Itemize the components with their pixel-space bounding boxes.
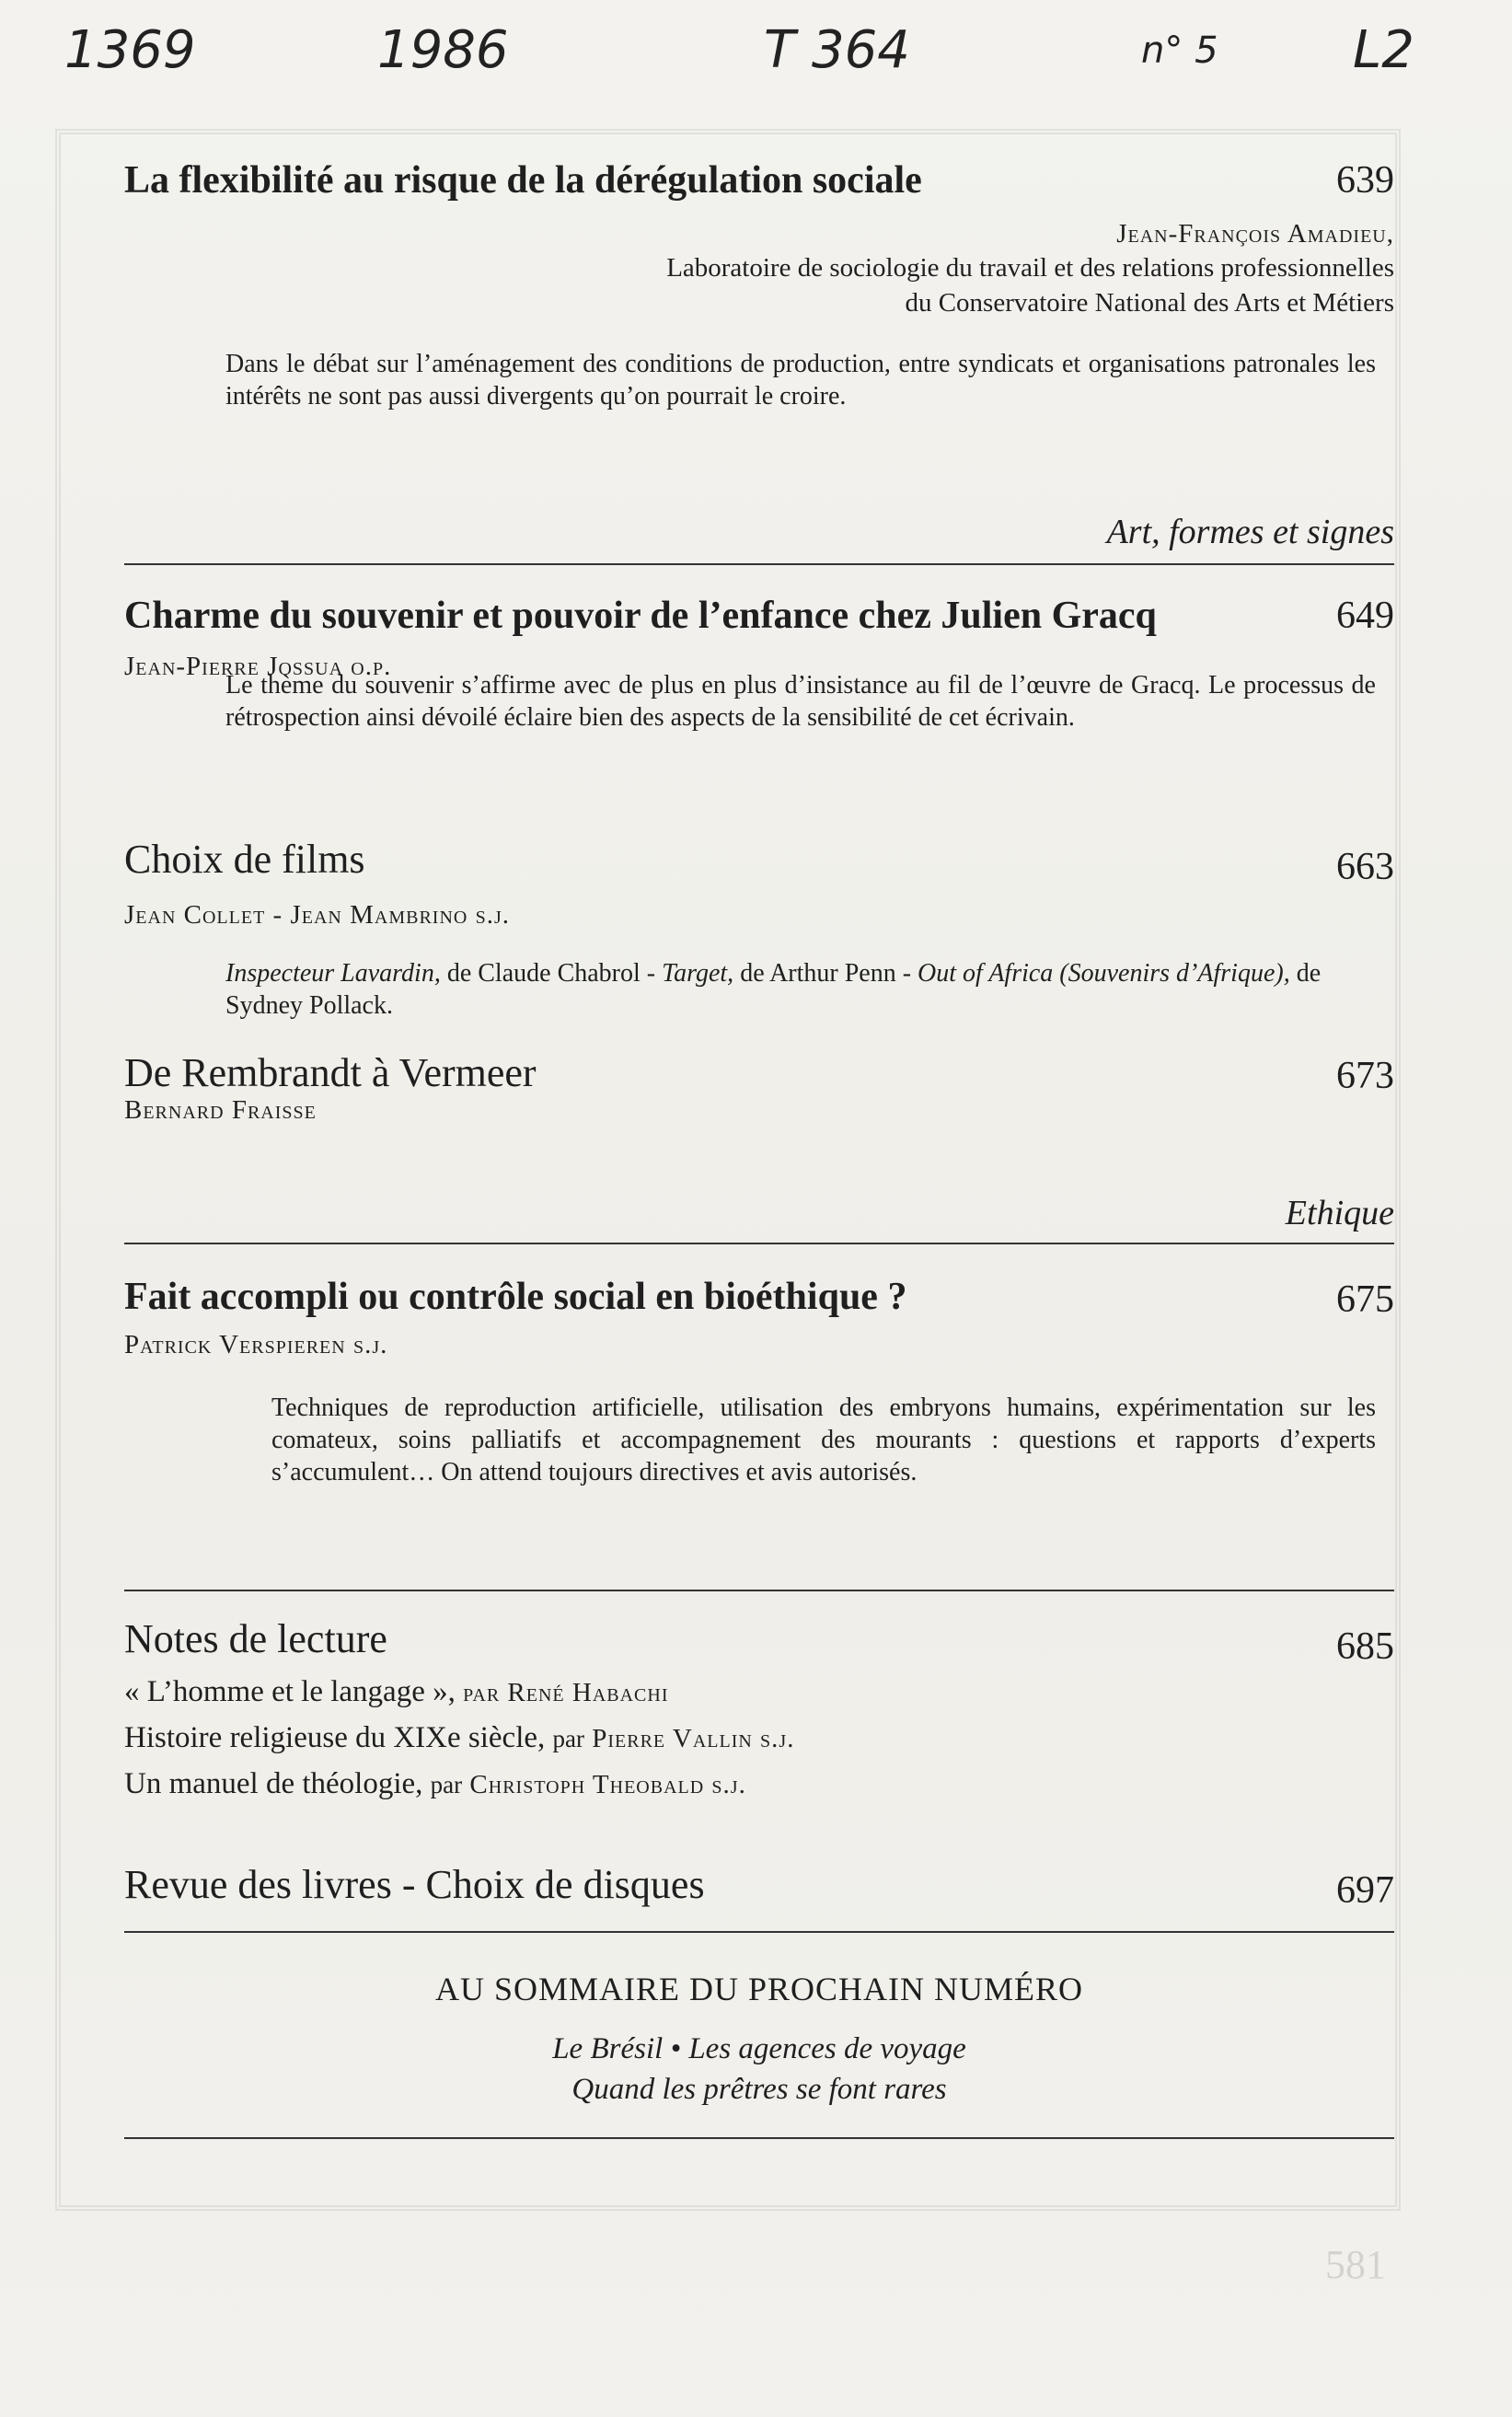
notes-item <box>124 1767 746 1801</box>
section-rule <box>124 563 1394 565</box>
article-page: 675 <box>1336 1278 1394 1321</box>
article-author: Jean-Pierre Jossua o.p. <box>124 652 392 681</box>
handwritten-notes <box>0 20 1512 94</box>
film-list <box>225 957 1376 1022</box>
notes-item-author: Pierre Vallin s.j. <box>592 1724 795 1753</box>
handwritten-note-4: n° 5 <box>1141 29 1218 72</box>
notes-item-by: par <box>430 1771 463 1798</box>
notes-item-title: Un manuel de théologie, <box>124 1767 423 1800</box>
film-director: de Arthur Penn - <box>740 959 912 988</box>
article-title: De Rembrandt à Vermeer <box>124 1050 537 1095</box>
notes-item-title: « L’homme et le langage », <box>124 1675 456 1708</box>
article-author: Jean Collet - Jean Mambrino s.j. <box>124 900 510 930</box>
next-issue-line: Le Brésil • Les agences de voyage <box>552 2032 966 2065</box>
article-summary: Le thème du souvenir s’affirme avec de plus en plus d’insistance au fil de l’œuvre de Gracq. Le processus de rétrospection ainsi dévoilé éclaire bien des aspects de la sensibilité de cet écrivain. <box>225 671 1376 732</box>
section-rule <box>124 2137 1394 2139</box>
notes-item-by: par <box>463 1678 501 1707</box>
article-title: La flexibilité au risque de la dérégulation sociale <box>124 159 922 202</box>
section-heading-ethique: Ethique <box>1285 1194 1394 1232</box>
notes-item-author: Christoph Theobald s.j. <box>469 1770 746 1799</box>
article-page: 663 <box>1336 846 1394 888</box>
revue-page: 697 <box>1336 1869 1394 1912</box>
affiliation-line: du Conservatoire National des Arts et Métiers <box>905 288 1394 318</box>
film-title: Target, <box>662 959 734 988</box>
next-issue-line: Quand les prêtres se font rares <box>571 2073 947 2106</box>
article-summary: Dans le débat sur l’aménagement des conditions de production, entre syndicats et organisations patronales les intérêts ne sont pas aussi divergents qu’on pourrait le croire. <box>225 350 1376 411</box>
article-page: 649 <box>1336 595 1394 637</box>
notes-item <box>124 1675 669 1709</box>
article-page: 673 <box>1336 1055 1394 1097</box>
handwritten-note-2: 1986 <box>377 20 509 80</box>
article-summary: Techniques de reproduction artificielle, utilisation des embryons humains, expérimentation sur les comateux, soins palliatifs et accompagnement des mourants : questions et rapports d’experts s’accumulent… On attend toujours directives et avis autorisés. <box>271 1394 1376 1486</box>
article-page: 639 <box>1336 159 1394 202</box>
film-title: Out of Africa (Souvenirs d’Afrique), <box>918 959 1290 988</box>
article-author: Bernard Fraisse <box>124 1095 317 1125</box>
article-author: Patrick Verspieren s.j. <box>124 1330 388 1359</box>
article-affiliation <box>290 250 1394 320</box>
film-director: de Sydney Pollack. <box>225 959 1322 1020</box>
film-director: de Claude Chabrol - <box>446 959 656 988</box>
section-rule <box>124 1243 1394 1244</box>
film-title: Inspecteur Lavardin, <box>225 959 441 988</box>
article-author: Jean-François Amadieu, <box>1116 219 1394 249</box>
handwritten-note-1: 1369 <box>64 20 196 80</box>
notes-title: Notes de lecture <box>124 1616 387 1661</box>
section-heading-art: Art, formes et signes <box>1106 513 1394 551</box>
affiliation-line: Laboratoire de sociologie du travail et des relations professionnelles <box>666 253 1394 283</box>
article-title: Charme du souvenir et pouvoir de l’enfance chez Julien Gracq <box>124 595 1157 637</box>
notes-item <box>124 1721 794 1755</box>
handwritten-note-3: T 364 <box>764 20 910 80</box>
section-rule <box>124 1590 1394 1591</box>
notes-item-author: René Habachi <box>507 1678 669 1707</box>
notes-page: 685 <box>1336 1625 1394 1668</box>
article-title: Fait accompli ou contrôle social en bioéthique ? <box>124 1276 907 1318</box>
revue-title: Revue des livres - Choix de disques <box>124 1862 705 1907</box>
handwritten-note-5: L2 <box>1353 20 1414 80</box>
article-title: Choix de films <box>124 837 365 882</box>
notes-item-title: Histoire religieuse du XIXe siècle, <box>124 1721 546 1754</box>
folio: 581 <box>1325 2242 1386 2287</box>
next-issue-heading: AU SOMMAIRE DU PROCHAIN NUMÉRO <box>434 1971 1084 2007</box>
section-rule <box>124 1931 1394 1933</box>
notes-item-by: par <box>552 1725 584 1752</box>
